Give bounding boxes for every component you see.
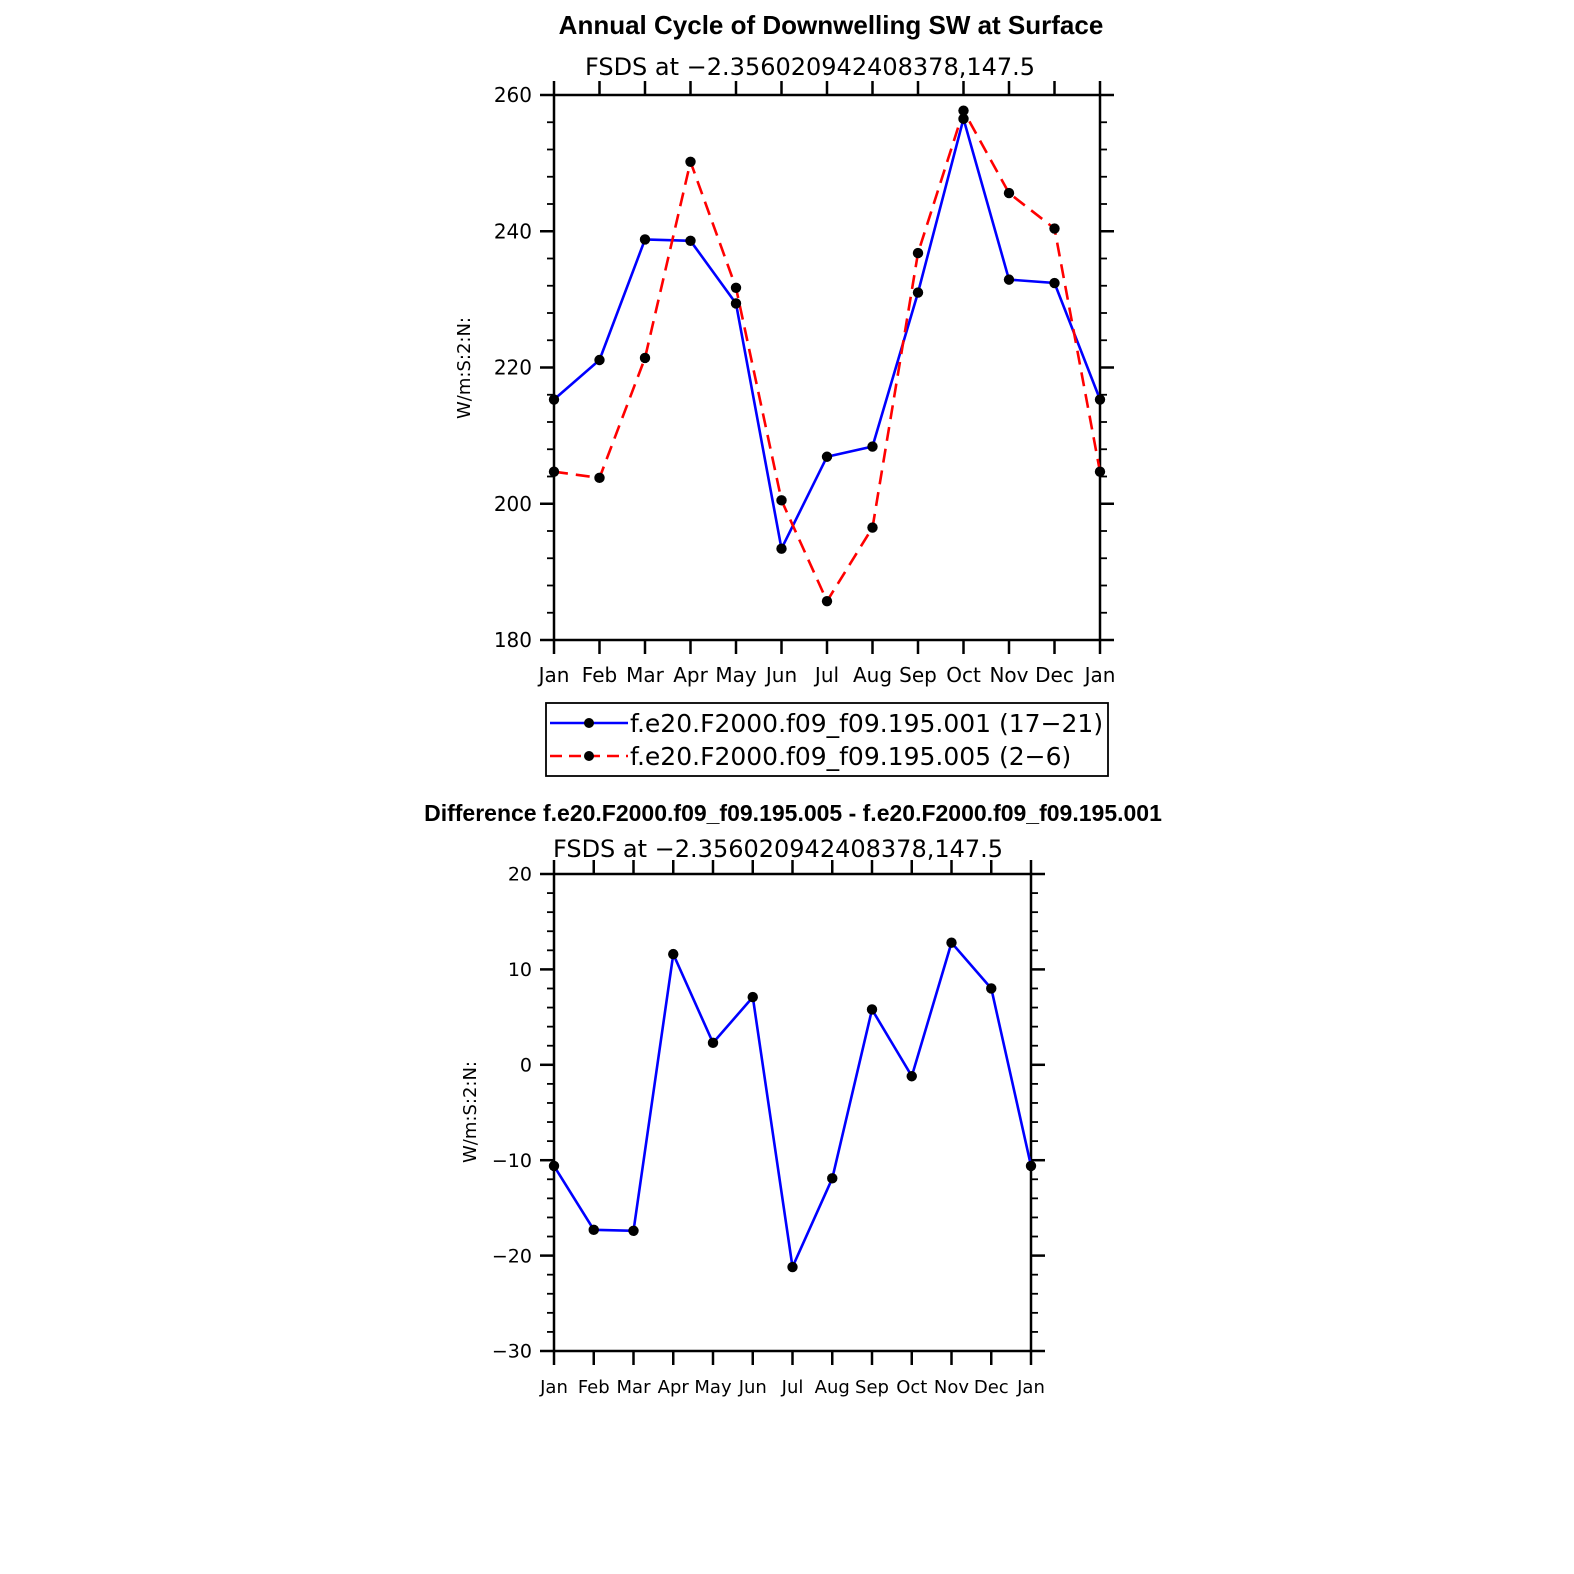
series-line-1 bbox=[554, 119, 1100, 549]
x-tick-label: Mar bbox=[616, 1377, 651, 1398]
chart-title: Difference f.e20.F2000.f09_f09.195.005 - f.e20.F2000.f09_f09.195.001 bbox=[424, 800, 1162, 826]
y-tick-label: 180 bbox=[493, 628, 532, 652]
chart-title: Annual Cycle of Downwelling SW at Surface bbox=[558, 10, 1104, 40]
y-tick-label: 10 bbox=[507, 959, 532, 982]
plot-area bbox=[494, 81, 1116, 687]
series-1-point bbox=[787, 1262, 797, 1272]
x-tick-label: Oct bbox=[946, 663, 981, 687]
series-1-point bbox=[776, 544, 786, 554]
series-2-point bbox=[549, 467, 559, 477]
y-tick-label: −20 bbox=[491, 1245, 532, 1268]
series-2-point bbox=[776, 495, 786, 505]
series-1-point bbox=[907, 1071, 917, 1081]
legend-label-2: f.e20.F2000.f09_f09.195.005 (2−6) bbox=[630, 742, 1072, 771]
y-tick-label: −10 bbox=[491, 1149, 532, 1172]
series-1-point bbox=[913, 287, 923, 297]
series-2-point bbox=[1004, 188, 1014, 198]
x-tick-label: Sep bbox=[899, 663, 937, 687]
series-1-point bbox=[640, 234, 650, 244]
series-1-point bbox=[946, 937, 956, 947]
x-tick-label: Jan bbox=[538, 663, 570, 687]
plot-frame bbox=[554, 874, 1031, 1351]
x-tick-label: May bbox=[694, 1377, 732, 1398]
series-2-point bbox=[913, 248, 923, 258]
x-tick-label: Mar bbox=[626, 663, 664, 687]
x-tick-label: Jan bbox=[1084, 663, 1116, 687]
x-tick-label: Jul bbox=[814, 663, 840, 687]
x-tick-label: Oct bbox=[896, 1377, 928, 1398]
series-1-point bbox=[822, 452, 832, 462]
series-1-point bbox=[867, 1004, 877, 1014]
series-1-point bbox=[708, 1038, 718, 1048]
y-tick-label: −30 bbox=[491, 1340, 532, 1363]
y-tick-label: 0 bbox=[519, 1054, 532, 1077]
series-1-point bbox=[748, 992, 758, 1002]
x-tick-label: Jan bbox=[1017, 1377, 1045, 1398]
x-tick-label: Feb bbox=[577, 1377, 610, 1398]
series-1-point bbox=[827, 1173, 837, 1183]
annual-cycle-chart bbox=[454, 10, 1115, 776]
series-1-point bbox=[628, 1226, 638, 1236]
legend-label-1: f.e20.F2000.f09_f09.195.001 (17−21) bbox=[630, 709, 1104, 738]
series-1-point bbox=[1049, 278, 1059, 288]
legend-marker-1 bbox=[584, 718, 594, 728]
x-tick-label: May bbox=[715, 663, 757, 687]
y-axis-label: W/m:S:2:N: bbox=[460, 1061, 481, 1163]
x-tick-label: Sep bbox=[855, 1377, 889, 1398]
plot-frame bbox=[554, 95, 1100, 640]
plot-area bbox=[492, 860, 1045, 1398]
x-tick-label: Jan bbox=[540, 1377, 568, 1398]
x-tick-label: Jun bbox=[738, 1377, 767, 1398]
x-tick-label: Jun bbox=[765, 663, 798, 687]
series-1-point bbox=[549, 394, 559, 404]
series-1-point bbox=[1026, 1161, 1036, 1171]
x-tick-label: Nov bbox=[933, 1377, 970, 1398]
x-tick-label: Dec bbox=[973, 1377, 1009, 1398]
y-tick-label: 240 bbox=[493, 219, 532, 244]
series-1-point bbox=[668, 949, 678, 959]
series-line-2 bbox=[554, 111, 1100, 602]
x-tick-label: Jul bbox=[781, 1377, 804, 1398]
x-tick-label: Aug bbox=[814, 1377, 850, 1398]
series-line-1 bbox=[554, 943, 1031, 1267]
series-2-point bbox=[594, 473, 604, 483]
difference-chart bbox=[424, 800, 1162, 1398]
x-tick-label: Aug bbox=[852, 663, 893, 687]
series-2-point bbox=[1095, 467, 1105, 477]
series-2-point bbox=[731, 283, 741, 293]
y-tick-label: 200 bbox=[493, 491, 532, 516]
series-1-point bbox=[986, 983, 996, 993]
y-tick-label: 220 bbox=[493, 355, 532, 380]
series-2-point bbox=[822, 596, 832, 606]
series-1-point bbox=[594, 355, 604, 365]
series-1-point bbox=[589, 1225, 599, 1235]
chart-subtitle: FSDS at −2.356020942408378,147.5 bbox=[552, 835, 1004, 863]
y-axis-label: W/m:S:2:N: bbox=[454, 317, 475, 419]
series-1-point bbox=[867, 441, 877, 451]
series-1-point bbox=[549, 1161, 559, 1171]
series-2-point bbox=[867, 522, 877, 532]
series-1-point bbox=[731, 298, 741, 308]
series-2-point bbox=[1049, 223, 1059, 233]
chart-subtitle: FSDS at −2.356020942408378,147.5 bbox=[584, 53, 1036, 81]
series-2-point bbox=[685, 157, 695, 167]
series-1-point bbox=[1095, 394, 1105, 404]
y-tick-label: 260 bbox=[493, 83, 532, 107]
series-2-point bbox=[958, 105, 968, 115]
x-tick-label: Apr bbox=[657, 1377, 689, 1398]
x-tick-label: Apr bbox=[673, 663, 708, 687]
x-tick-label: Dec bbox=[1035, 663, 1074, 687]
legend bbox=[546, 703, 1108, 776]
series-1-point bbox=[1004, 274, 1014, 284]
series-2-point bbox=[640, 353, 650, 363]
x-tick-label: Nov bbox=[989, 663, 1029, 687]
series-1-point bbox=[685, 236, 695, 246]
y-tick-label: 20 bbox=[507, 863, 532, 886]
legend-marker-2 bbox=[584, 751, 594, 761]
x-tick-label: Feb bbox=[581, 663, 618, 687]
